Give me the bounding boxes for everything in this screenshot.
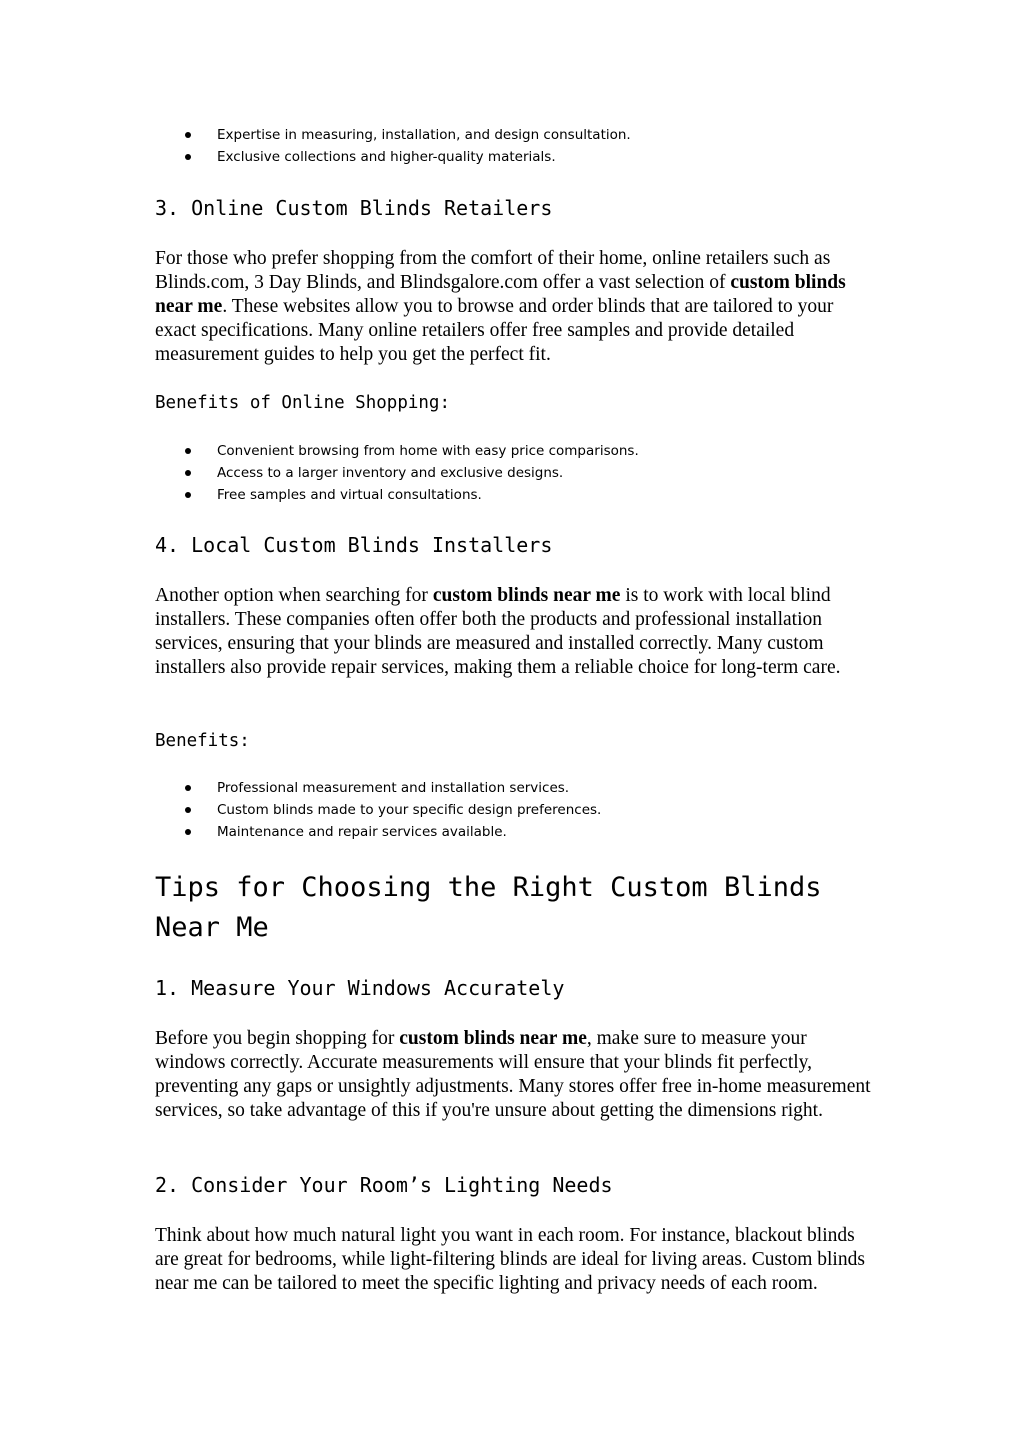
section-3-subheading: Benefits of Online Shopping: bbox=[155, 393, 451, 413]
section-3-paragraph-text-end: . These websites allow you to browse and order blinds that are tailored to your exact specifications. Many online retailers offer free samples and provide detailed measurement guides to help you get the perfect fit. bbox=[155, 296, 834, 365]
section-3-paragraph bbox=[155, 247, 875, 367]
section-3-paragraph-text-start: For those who prefer shopping from the comfort of their home, online retailers such as Blinds.com, 3 Day Blinds, and Blindsgalore.com offer a vast selection of bbox=[155, 248, 831, 293]
tips-heading-line-1: Tips for Choosing the Right Custom Blinds bbox=[155, 872, 822, 903]
list-item: Access to a larger inventory and exclusive designs. bbox=[185, 462, 885, 484]
list-item: Free samples and virtual consultations. bbox=[185, 484, 885, 506]
tip-1-heading: 1. Measure Your Windows Accurately bbox=[155, 976, 565, 1000]
list-item: Custom blinds made to your specific design preferences. bbox=[185, 799, 885, 821]
section-3-heading: 3. Online Custom Blinds Retailers bbox=[155, 196, 553, 220]
tips-heading-line-2: Near Me bbox=[155, 912, 269, 943]
section-3-bullet-list bbox=[185, 440, 885, 506]
list-item: Convenient browsing from home with easy price comparisons. bbox=[185, 440, 885, 462]
tip-1-paragraph-keyword: custom blinds near me bbox=[399, 1028, 587, 1049]
section-3-paragraph-keyword: custom blinds near me bbox=[155, 272, 846, 317]
section-4-paragraph-text-end: is to work with local blind installers. These companies often offer both the products and professional installation services, ensuring that your blinds are measured and installed correctly. Many custom installers also provide repair services, making them a reliable choice for long-term care. bbox=[155, 585, 841, 678]
top-bullet-list bbox=[185, 124, 885, 168]
tip-1-paragraph-text-start: Before you begin shopping for bbox=[155, 1028, 400, 1049]
section-4-paragraph bbox=[155, 584, 875, 680]
section-4-bullet-list bbox=[185, 777, 885, 843]
list-item: Maintenance and repair services available. bbox=[185, 821, 885, 843]
tips-heading bbox=[155, 868, 855, 948]
tip-2-paragraph: Think about how much natural light you want in each room. For instance, blackout blinds are great for bedrooms, while light-filtering blinds are ideal for living areas. Custom blinds near me can be tailored to meet the specific lighting and privacy needs of each room. bbox=[155, 1225, 865, 1294]
section-4-subheading: Benefits: bbox=[155, 731, 250, 751]
list-item: Exclusive collections and higher-quality materials. bbox=[185, 146, 885, 168]
section-4-heading: 4. Local Custom Blinds Installers bbox=[155, 533, 553, 557]
tip-2-heading: 2. Consider Your Room’s Lighting Needs bbox=[155, 1173, 613, 1197]
list-item: Professional measurement and installation services. bbox=[185, 777, 885, 799]
tip-1-paragraph-text-end: , make sure to measure your windows correctly. Accurate measurements will ensure that your blinds fit perfectly, preventing any gaps or unsightly adjustments. Many stores offer free in-home measurement services, so take advantage of this if you're unsure about getting the dimensions right. bbox=[155, 1028, 871, 1121]
section-4-paragraph-keyword: custom blinds near me bbox=[432, 585, 621, 606]
list-item: Expertise in measuring, installation, and design consultation. bbox=[185, 124, 885, 146]
section-4-paragraph-text-start: Another option when searching for bbox=[155, 585, 433, 606]
tip-1-paragraph bbox=[155, 1027, 875, 1123]
